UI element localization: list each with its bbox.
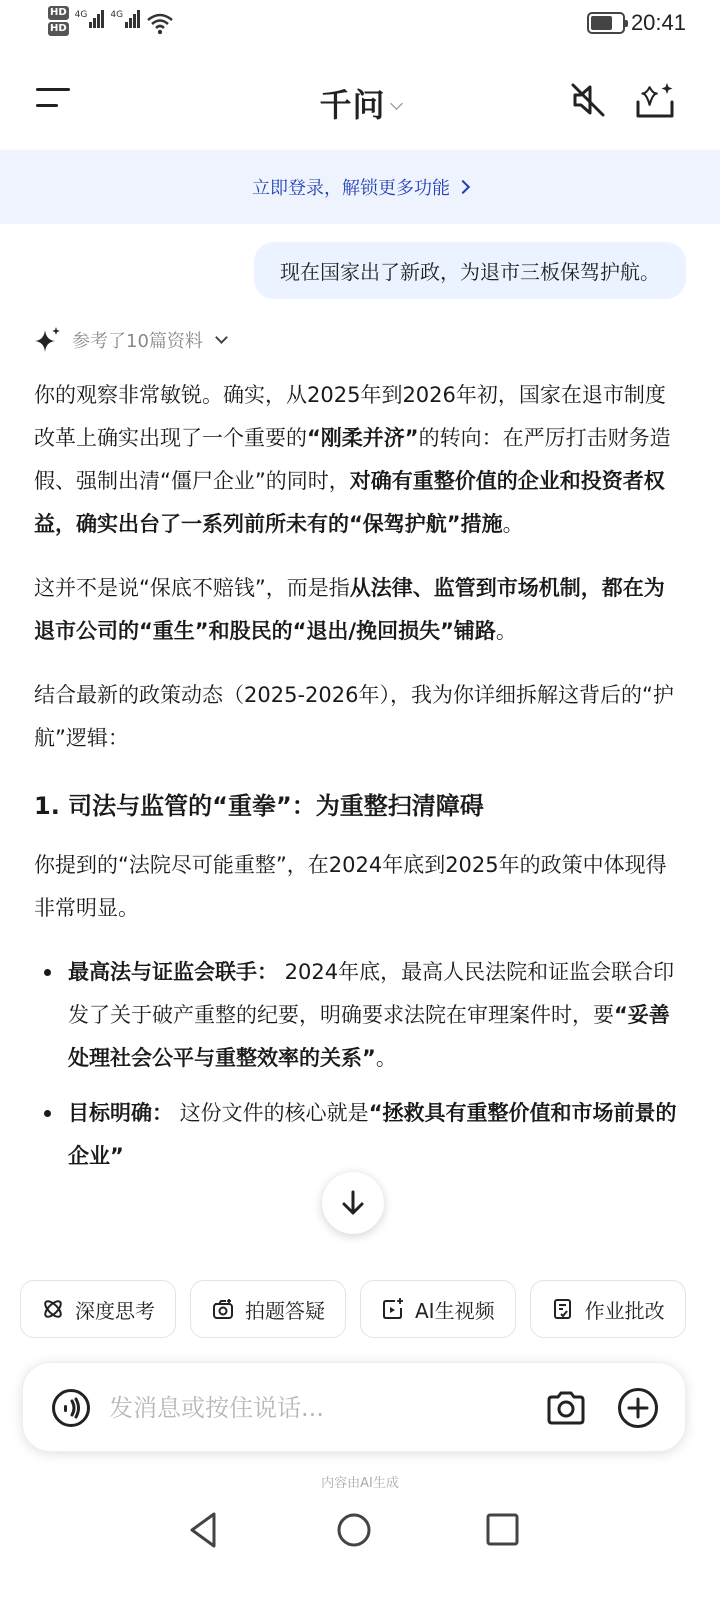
ai-video-icon: [381, 1297, 405, 1321]
battery-level: [591, 16, 612, 30]
sources-label: 参考了10篇资料: [72, 331, 203, 352]
chip-label: AI生视频: [415, 1298, 495, 1323]
answer-text: 这份文件的核心就是: [173, 1101, 369, 1125]
sparkle-icon: [34, 326, 62, 354]
hd-badge: HD: [50, 7, 67, 18]
quick-actions-bar[interactable]: [20, 1280, 720, 1340]
signal-icon: [75, 10, 105, 28]
message-input[interactable]: [109, 1387, 529, 1429]
voice-icon[interactable]: [51, 1388, 91, 1428]
mute-icon[interactable]: [568, 80, 608, 120]
photo-question-icon: [211, 1297, 235, 1321]
bullet-label: 最高法与证监会联手：: [68, 960, 278, 984]
chip-label: 拍题答疑: [245, 1298, 325, 1323]
app-title: 千问: [319, 86, 386, 124]
user-message-bubble: [254, 242, 686, 299]
camera-icon[interactable]: [545, 1388, 587, 1428]
answer-paragraph: [34, 374, 684, 546]
answer-text: 。: [495, 619, 517, 643]
signal-icon: [110, 10, 140, 28]
chevron-down-icon: [390, 97, 403, 110]
deep-think-icon: [41, 1297, 65, 1321]
answer-text: 。: [375, 1046, 397, 1070]
title-switcher[interactable]: [0, 80, 720, 126]
ai-video-button[interactable]: [360, 1280, 516, 1338]
status-bar: [0, 0, 720, 50]
photo-question-button[interactable]: [190, 1280, 346, 1338]
home-icon[interactable]: [332, 1508, 376, 1552]
login-banner-text: 立即登录，解锁更多功能: [252, 178, 450, 199]
arrow-down-icon: [340, 1189, 366, 1217]
list-item: [34, 951, 684, 1080]
clock: 20:41: [630, 10, 686, 35]
answer-paragraph: [34, 567, 684, 653]
message-input-bar: [22, 1362, 686, 1452]
answer-text: 这并不是说“保底不赔钱”，而是指: [34, 576, 350, 600]
back-icon[interactable]: [182, 1508, 226, 1552]
list-item: [34, 1092, 684, 1178]
chip-label: 深度思考: [75, 1298, 155, 1323]
signal-indicators: [48, 6, 174, 36]
answer-bold-text: 从法律、监管到市场机制，都在为退市公司的“重生”和股民的“退出/挽回损失”铺路: [34, 576, 665, 643]
chevron-down-icon: [215, 331, 228, 344]
answer-text: 你的观察非常敏锐。确实，从2025年到2026年初，国家在退市制度改革上确实出现了一个重要的: [34, 383, 666, 450]
sources-toggle[interactable]: [34, 326, 226, 354]
wifi-icon: [146, 12, 174, 36]
network-type-label: 4G: [110, 10, 124, 20]
answer-heading: 1. 司法与监管的“重拳”：为重整扫清障碍: [34, 792, 484, 820]
bullet-label: 目标明确：: [68, 1101, 173, 1125]
recents-icon[interactable]: [480, 1508, 524, 1552]
answer-text: 2024年底，最高人民法院和证监会联合印发了关于破产重整的纪要，明确要求法院在审理案件时，要: [68, 960, 675, 1027]
chip-label: 作业批改: [584, 1298, 665, 1323]
scroll-fade: [0, 1240, 720, 1280]
answer-bold-text: “妥善处理社会公平与重整效率的关系”: [68, 1003, 670, 1070]
system-nav-bar: [0, 1500, 720, 1600]
network-type-label: 4G: [74, 10, 88, 20]
user-message-text: 现在国家出了新政，为退市三板保驾护航。: [280, 260, 660, 284]
answer-bold-text: “拯救具有重整价值和市场前景的企业”: [68, 1101, 677, 1168]
answer-bullet-list: [34, 951, 684, 1178]
scroll-to-bottom-button[interactable]: [322, 1172, 384, 1234]
assistant-answer: [34, 374, 684, 1190]
status-right: [587, 10, 686, 36]
plus-icon[interactable]: [617, 1387, 659, 1429]
answer-bold-text: “刚柔并济”: [307, 426, 419, 450]
answer-paragraph: 结合最新的政策动态（2025-2026年），我为你详细拆解这背后的“护航”逻辑：: [34, 683, 674, 750]
homework-check-button[interactable]: [530, 1280, 686, 1338]
answer-bold-text: 对确有重整价值的企业和投资者权益，确实出台了一系列前所未有的“保驾护航”措施: [34, 469, 665, 536]
hd-badge: HD: [50, 23, 67, 34]
answer-text: 的转向：在严厉打击财务造假、强制出清“僵尸企业”的同时，: [34, 426, 671, 493]
app-header: [0, 60, 720, 140]
chevron-right-icon: [456, 180, 470, 194]
ai-generated-note: 内容由AI生成: [321, 1476, 399, 1491]
login-banner[interactable]: [0, 150, 720, 224]
answer-text: 。: [502, 512, 524, 536]
new-chat-icon[interactable]: [634, 80, 676, 122]
hd-badges: [48, 6, 69, 36]
battery-icon: [587, 12, 625, 34]
homework-check-icon: [551, 1297, 575, 1321]
chat-area[interactable]: [0, 224, 720, 1280]
deep-think-button[interactable]: [20, 1280, 176, 1338]
answer-paragraph: 你提到的“法院尽可能重整”，在2024年底到2025年的政策中体现得非常明显。: [34, 853, 667, 920]
